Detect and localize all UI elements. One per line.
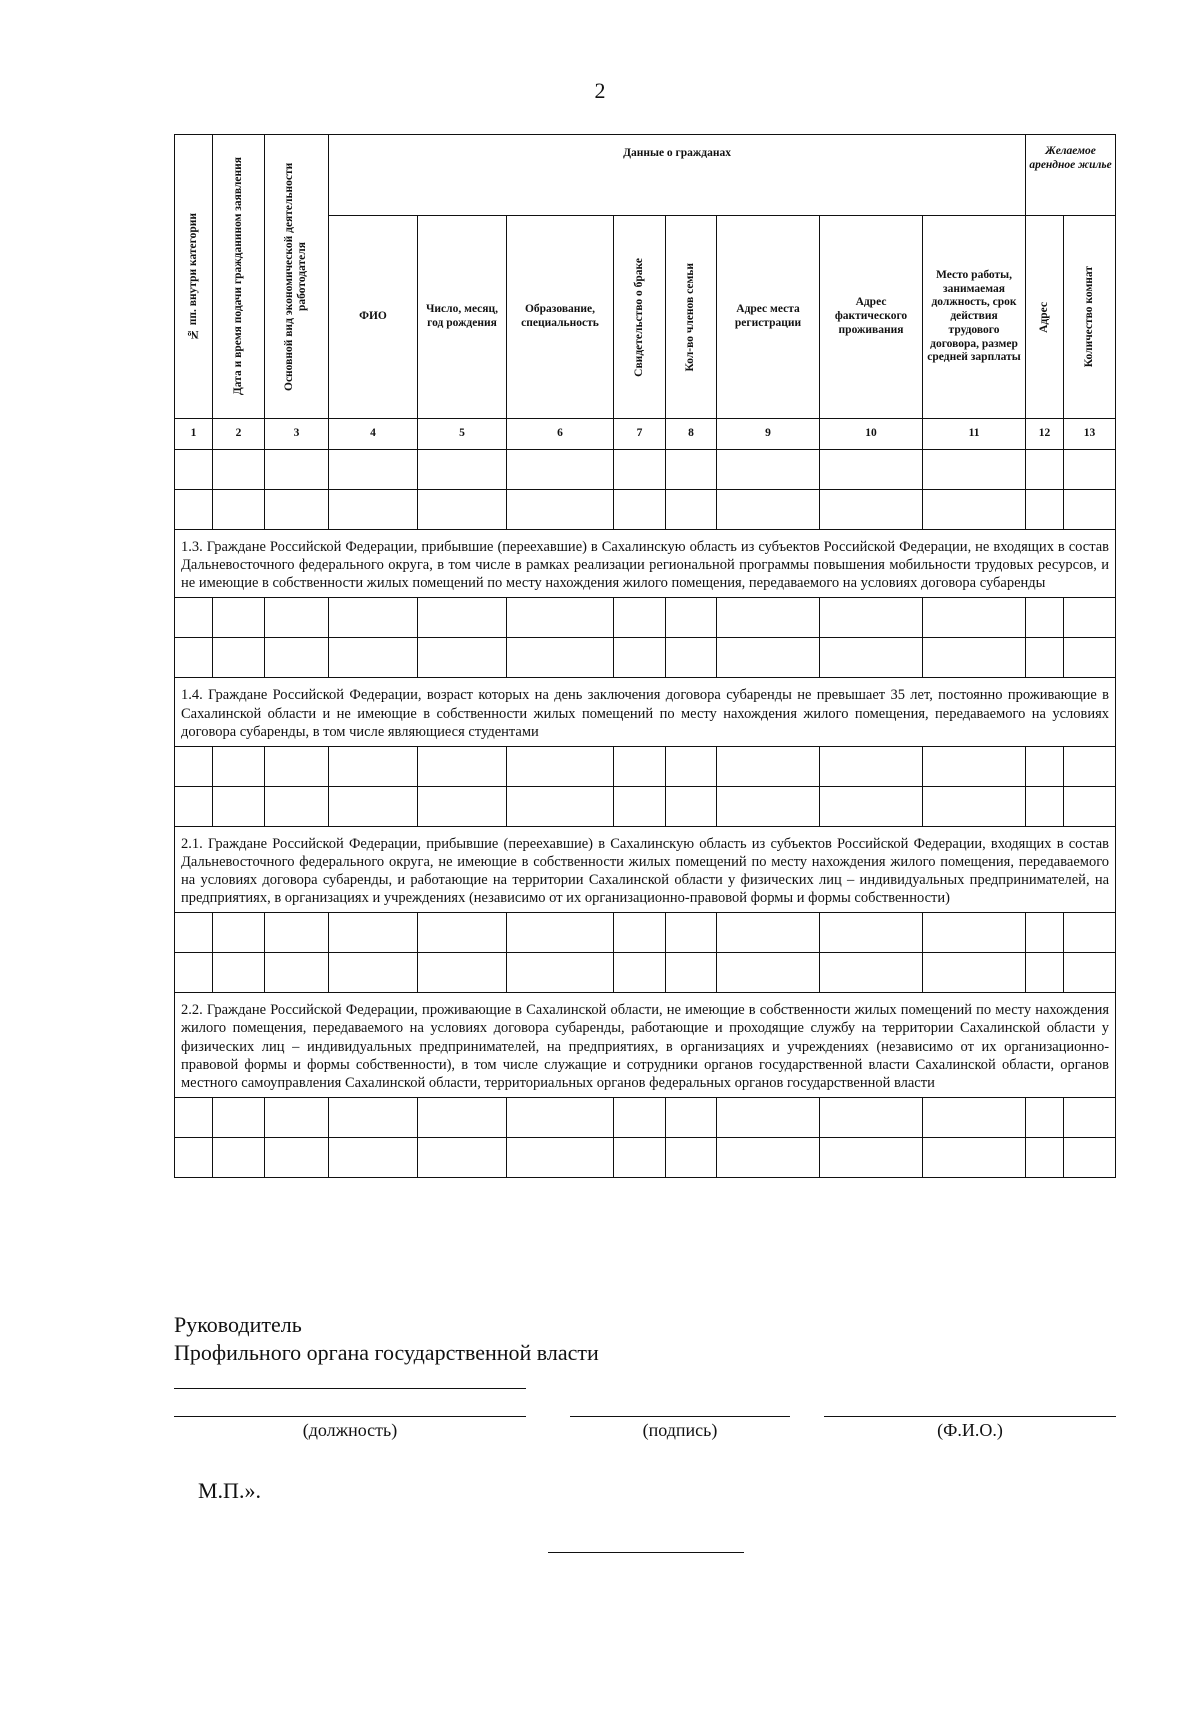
- section-1-4-text: 1.4. Граждане Российской Федерации, возраст которых на день заключения договора субаренды не превышает 35 лет, постоянно проживающие в Сахалинской области и не имеющие в собственности жилых помещений по месту нахождения жилого помещения, передаваемого на условиях договора субаренды, в том числе являющиеся студентами: [175, 678, 1116, 746]
- column-number: 7: [614, 419, 666, 450]
- header-col-2: Дата и время подачи гражданином заявления: [213, 135, 265, 419]
- header-work: Место работы, занимаемая должность, срок действия трудового договора, размер средней зарплаты: [923, 216, 1026, 419]
- header-reg-address: Адрес места регистрации: [717, 216, 820, 419]
- column-number: 1: [175, 419, 213, 450]
- signatory-title: Руководитель: [174, 1312, 302, 1337]
- column-number: 12: [1026, 419, 1064, 450]
- header-group-citizens: Данные о гражданах: [329, 135, 1026, 216]
- position-caption: (должность): [302, 1420, 398, 1440]
- empty-row: [175, 953, 1116, 993]
- column-number: 4: [329, 419, 418, 450]
- section-row: [175, 678, 1116, 746]
- header-marriage: Свидетельство о браке: [614, 216, 666, 419]
- empty-row: [175, 913, 1116, 953]
- column-number: 11: [923, 419, 1026, 450]
- column-numbers-row: [175, 419, 1116, 450]
- column-number: 9: [717, 419, 820, 450]
- header-family: Кол-во членов семьи: [666, 216, 717, 419]
- section-row: [175, 993, 1116, 1098]
- column-number: 13: [1064, 419, 1116, 450]
- section-2-2-text: 2.2. Граждане Российской Федерации, проживающие в Сахалинской области, не имеющие в собственности жилых помещений по месту нахождения жилого помещения, передаваемого на условиях договора субаренды, работающие и проходящие службу на территории Сахалинской области у физических лиц – индивидуальных предпринимателей, на предприятиях, в организациях и учреждениях (независимо от их организационно-правовой формы и формы собственности), в том числе служащие и сотрудники органов государственной власти Сахалинской области, органов местного самоуправления Сахалинской области, территориальных органов федеральных органов государственной власти: [175, 993, 1116, 1098]
- header-row-top: [175, 135, 1116, 216]
- header-birth: Число, месяц, год рождения: [418, 216, 507, 419]
- empty-row: [175, 746, 1116, 786]
- header-fio: ФИО: [329, 216, 418, 419]
- header-col-1: № пп. внутри категории: [175, 135, 213, 419]
- header-group-housing: Желаемое арендное жилье: [1026, 135, 1116, 216]
- column-number: 3: [265, 419, 329, 450]
- empty-row: [175, 598, 1116, 638]
- column-number: 5: [418, 419, 507, 450]
- position-line-upper: [174, 1388, 526, 1389]
- empty-row: [175, 450, 1116, 490]
- fio-caption: (Ф.И.О.): [937, 1420, 1003, 1440]
- applicants-register-table: [174, 134, 1116, 1178]
- empty-row: [175, 1097, 1116, 1137]
- section-1-3-text: 1.3. Граждане Российской Федерации, прибывшие (переехавшие) в Сахалинскую область из субъектов Российской Федерации, не входящих в состав Дальневосточного федерального округа, в том числе в рамках реализации региональной программы повышения мобильности трудовых ресурсов, и не имеющие в собственности жилых помещений по месту нахождения жилого помещения, передаваемого на условиях договора субаренды: [175, 530, 1116, 598]
- header-education: Образование, специальность: [507, 216, 614, 419]
- header-rooms: Количество комнат: [1064, 216, 1116, 419]
- fio-line: [824, 1416, 1116, 1417]
- section-row: [175, 826, 1116, 913]
- column-number: 6: [507, 419, 614, 450]
- empty-row: [175, 490, 1116, 530]
- signature-line: [570, 1416, 790, 1417]
- header-address: Адрес: [1026, 216, 1064, 419]
- section-2-1-text: 2.1. Граждане Российской Федерации, прибывшие (переехавшие) в Сахалинскую область из субъектов Российской Федерации, входящих в состав Дальневосточного федерального округа, не имеющие в собственности жилых помещений по месту нахождения жилого помещения, передаваемого на условиях договора субаренды, и работающие на территории Сахалинской области у физических лиц – индивидуальных предпринимателей, на предприятиях, в организациях и учреждениях (независимо от их организационно-правовой формы и формы собственности): [175, 826, 1116, 913]
- signatory-organization: Профильного органа государственной власти: [174, 1340, 599, 1365]
- column-number: 2: [213, 419, 265, 450]
- closing-line: [548, 1552, 744, 1553]
- empty-row: [175, 638, 1116, 678]
- section-row: [175, 530, 1116, 598]
- stamp-place: М.П.».: [198, 1478, 261, 1503]
- empty-row: [175, 1137, 1116, 1177]
- signature-caption: (подпись): [642, 1420, 718, 1440]
- empty-row: [175, 786, 1116, 826]
- column-number: 10: [820, 419, 923, 450]
- page-number: 2: [594, 78, 606, 103]
- position-line: [174, 1416, 526, 1417]
- header-col-3: Основной вид экономической деятельности работодателя: [265, 135, 329, 419]
- header-actual-address: Адрес фактического проживания: [820, 216, 923, 419]
- column-number: 8: [666, 419, 717, 450]
